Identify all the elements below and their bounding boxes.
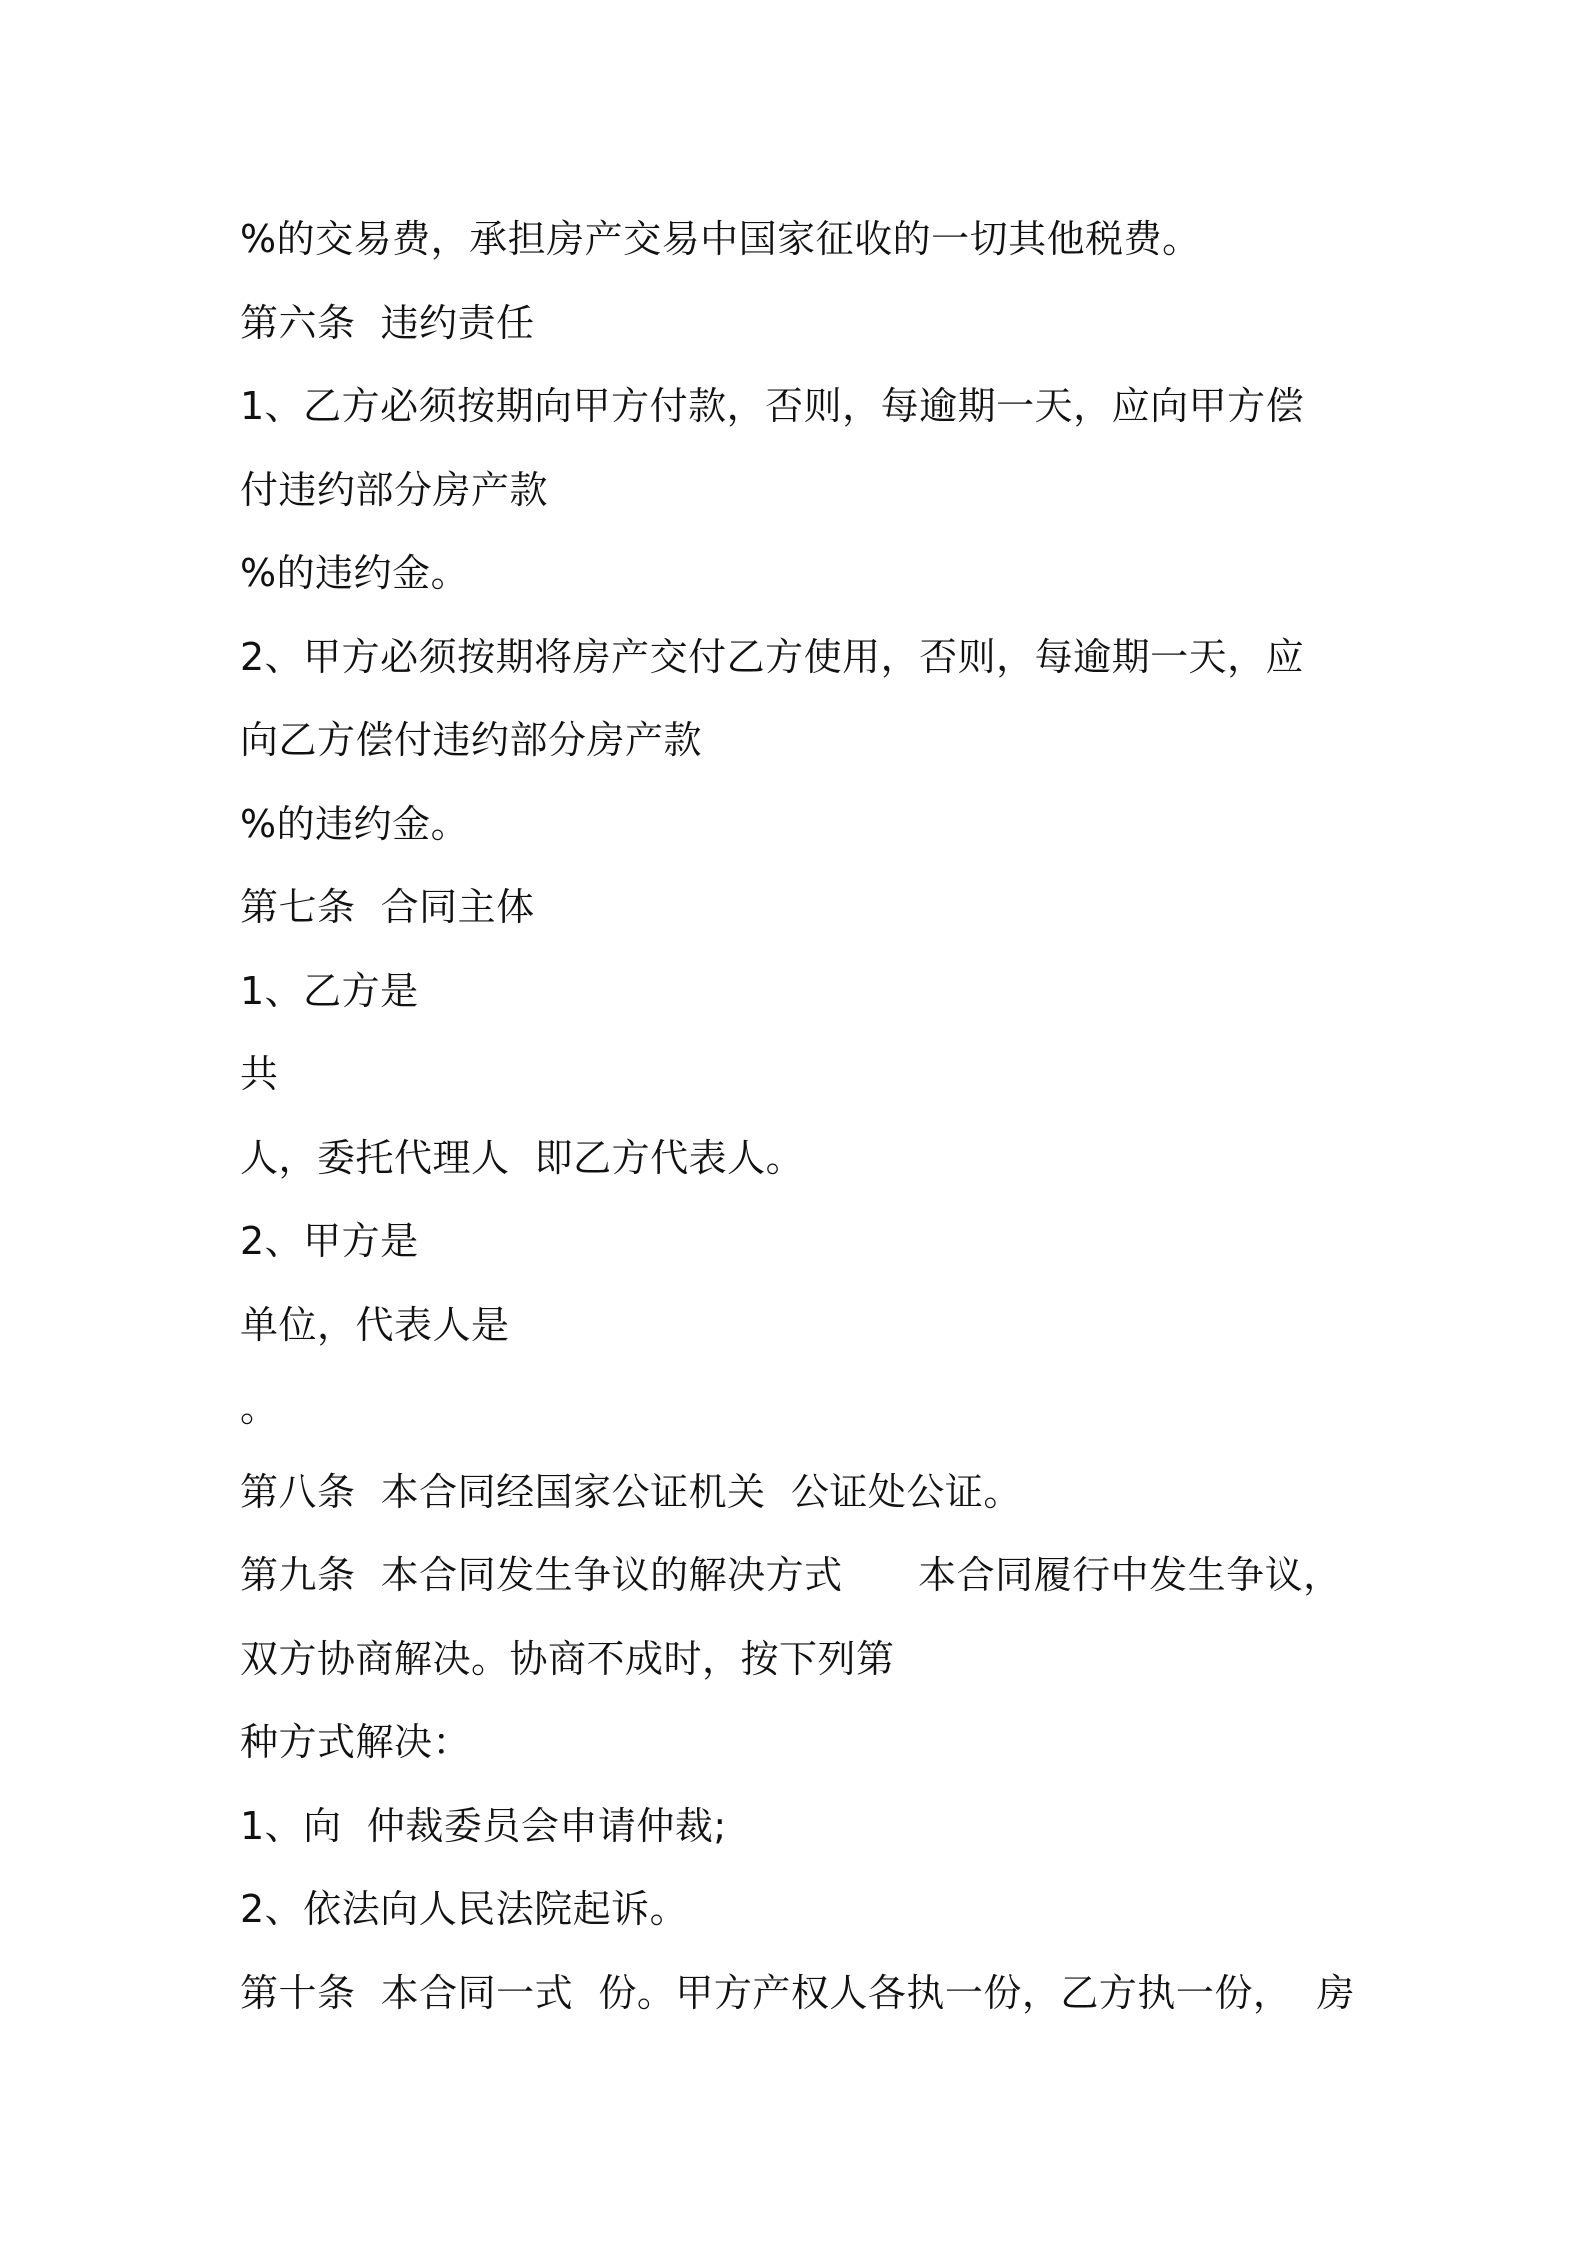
- text-line: 向乙方偿付违约部分房产款: [240, 718, 703, 762]
- text-line: 单位，代表人是: [240, 1302, 510, 1347]
- article-heading-8: 第八条 本合同经国家公证机关 公证处公证。: [240, 1469, 1022, 1514]
- text-line: 共: [240, 1052, 279, 1096]
- text-line: %的违约金。: [240, 801, 470, 846]
- text-line: 1、向 仲裁委员会申请仲裁;: [240, 1803, 727, 1848]
- text-line: 1、乙方必须按期向甲方付款，否则，每逾期一天，应向甲方偿: [240, 384, 1305, 428]
- article-heading-7: 第七条 合同主体: [240, 885, 535, 929]
- text-line: 2、甲方必须按期将房产交付乙方使用，否则，每逾期一天，应: [240, 634, 1305, 679]
- text-line: 。: [240, 1386, 279, 1430]
- article-heading-10: 第十条 本合同一式 份。甲方产权人各执一份，乙方执一份， 房: [240, 1970, 1355, 2015]
- text-line: %的交易费，承担房产交易中国家征收的一切其他税费。: [240, 217, 1201, 261]
- article-heading-9: 第九条 本合同发生争议的解决方式 本合同履行中发生争议，: [240, 1553, 1342, 1597]
- text-line: 2、依法向人民法院起诉。: [240, 1887, 689, 1931]
- document-body: [240, 198, 1380, 2035]
- text-line: 付违约部分房产款: [240, 467, 549, 512]
- article-heading-6: 第六条 违约责任: [240, 300, 535, 345]
- text-line: 人，委托代理人 即乙方代表人。: [240, 1135, 805, 1180]
- text-line: 2、甲方是: [240, 1219, 419, 1263]
- text-line: %的违约金。: [240, 551, 470, 595]
- text-line: 双方协商解决。协商不成时，按下列第: [240, 1636, 895, 1681]
- text-line: 种方式解决：: [240, 1720, 472, 1764]
- text-line: 1、乙方是: [240, 968, 419, 1013]
